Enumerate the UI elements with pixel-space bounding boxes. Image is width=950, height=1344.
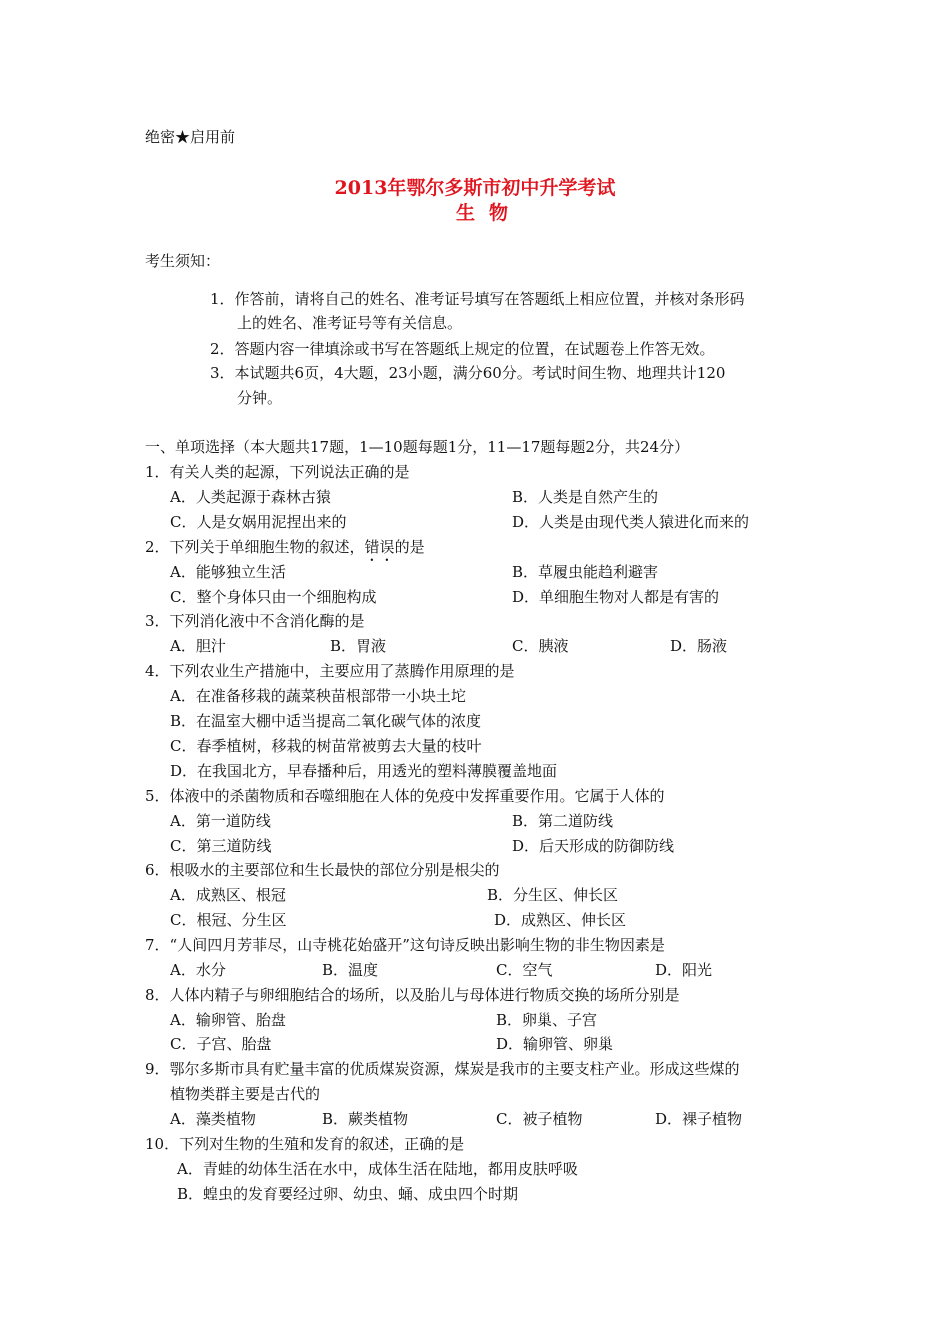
question-stem	[145, 538, 425, 565]
option-c: C．整个身体只由一个细胞构成	[170, 588, 377, 606]
option-b: B．在温室大棚中适当提高二氧化碳气体的浓度	[170, 712, 482, 730]
option-a: A．第一道防线	[170, 812, 271, 830]
exam-title: 2013年鄂尔多斯市初中升学考试	[334, 177, 616, 199]
question-stem: 5．体液中的杀菌物质和吞噬细胞在人体的免疫中发挥重要作用。它属于人体的	[145, 787, 665, 805]
section-heading: 一、单项选择（本大题共17题，1—10题每题1分，11—17题每题2分，共24分）	[145, 438, 690, 456]
option-a: A．能够独立生活	[170, 563, 286, 581]
option-b: B．蕨类植物	[322, 1110, 409, 1128]
option-c: C．人是女娲用泥捏出来的	[170, 513, 347, 531]
notice-item-2: 2．答题内容一律填涂或书写在答题纸上规定的位置，在试题卷上作答无效。	[210, 340, 715, 358]
notice-heading: 考生须知：	[145, 252, 221, 270]
subject-title: 生物	[455, 202, 522, 224]
question-stem-cont: 植物类群主要是古代的	[170, 1085, 321, 1103]
option-d: D．人类是由现代类人猿进化而来的	[512, 513, 750, 531]
option-c: C．胰液	[512, 637, 569, 655]
option-b: B．草履虫能趋利避害	[512, 563, 659, 581]
option-a: A．人类起源于森林古猿	[170, 488, 331, 506]
question-stem: 4．下列农业生产措施中，主要应用了蒸腾作用原理的是	[145, 662, 515, 680]
confidential-label: 绝密★启用前	[145, 128, 236, 146]
stem-text: 的是	[394, 538, 425, 556]
option-b: B．卵巢、子宫	[496, 1011, 598, 1029]
option-d: D．阳光	[655, 961, 713, 979]
option-c: C．第三道防线	[170, 837, 272, 855]
option-b: B．第二道防线	[512, 812, 614, 830]
option-b: B．分生区、伸长区	[487, 886, 619, 904]
option-a: A．输卵管、胎盘	[170, 1011, 286, 1029]
stem-text: 2．下列关于单细胞生物的叙述，	[145, 538, 365, 556]
emphasized-word: 错误	[364, 538, 395, 556]
question-stem: 9．鄂尔多斯市具有贮量丰富的优质煤炭资源，煤炭是我市的主要支柱产业。形成这些煤的	[145, 1060, 740, 1078]
option-d: D．在我国北方，早春播种后，用透光的塑料薄膜覆盖地面	[170, 762, 558, 780]
notice-item-3: 3．本试题共6页，4大题，23小题，满分60分。考试时间生物、地理共计120	[210, 364, 726, 382]
question-stem: 8．人体内精子与卵细胞结合的场所，以及胎儿与母体进行物质交换的场所分别是	[145, 986, 680, 1004]
option-c: C．根冠、分生区	[170, 911, 287, 929]
notice-item-3-cont: 分钟。	[237, 389, 283, 407]
question-stem: 7．“人间四月芳菲尽，山寺桃花始盛开”这句诗反映出影响生物的非生物因素是	[145, 936, 665, 954]
option-a: A．胆汁	[170, 637, 226, 655]
option-d: D．输卵管、卵巢	[496, 1035, 614, 1053]
option-c: C．空气	[496, 961, 553, 979]
option-b: B．蝗虫的发育要经过卵、幼虫、蛹、成虫四个时期	[177, 1185, 519, 1203]
option-a: A．水分	[170, 961, 226, 979]
notice-item-1: 1．作答前，请将自己的姓名、准考证号填写在答题纸上相应位置，并核对条形码	[210, 290, 745, 308]
option-b: B．胃液	[330, 637, 387, 655]
option-c: C．被子植物	[496, 1110, 583, 1128]
option-a: A．青蛙的幼体生活在水中，成体生活在陆地，都用皮肤呼吸	[177, 1160, 578, 1178]
option-a: A．在准备移栽的蔬菜秧苗根部带一小块土坨	[170, 687, 466, 705]
option-b: B．温度	[322, 961, 379, 979]
notice-item-1-cont: 上的姓名、准考证号等有关信息。	[237, 314, 463, 332]
option-d: D．后天形成的防御防线	[512, 837, 675, 855]
question-stem: 6．根吸水的主要部位和生长最快的部位分别是根尖的	[145, 861, 500, 879]
question-stem: 10．下列对生物的生殖和发育的叙述，正确的是	[145, 1135, 465, 1153]
question-stem: 3．下列消化液中不含消化酶的是	[145, 612, 365, 630]
option-a: A．成熟区、根冠	[170, 886, 286, 904]
option-a: A．藻类植物	[170, 1110, 256, 1128]
option-d: D．单细胞生物对人都是有害的	[512, 588, 720, 606]
option-c: C．春季植树，移栽的树苗常被剪去大量的枝叶	[170, 737, 482, 755]
option-d: D．成熟区、伸长区	[494, 911, 627, 929]
option-d: D．裸子植物	[655, 1110, 743, 1128]
option-d: D．肠液	[670, 637, 728, 655]
option-b: B．人类是自然产生的	[512, 488, 659, 506]
option-c: C．子宫、胎盘	[170, 1035, 272, 1053]
question-stem: 1．有关人类的起源，下列说法正确的是	[145, 463, 410, 481]
